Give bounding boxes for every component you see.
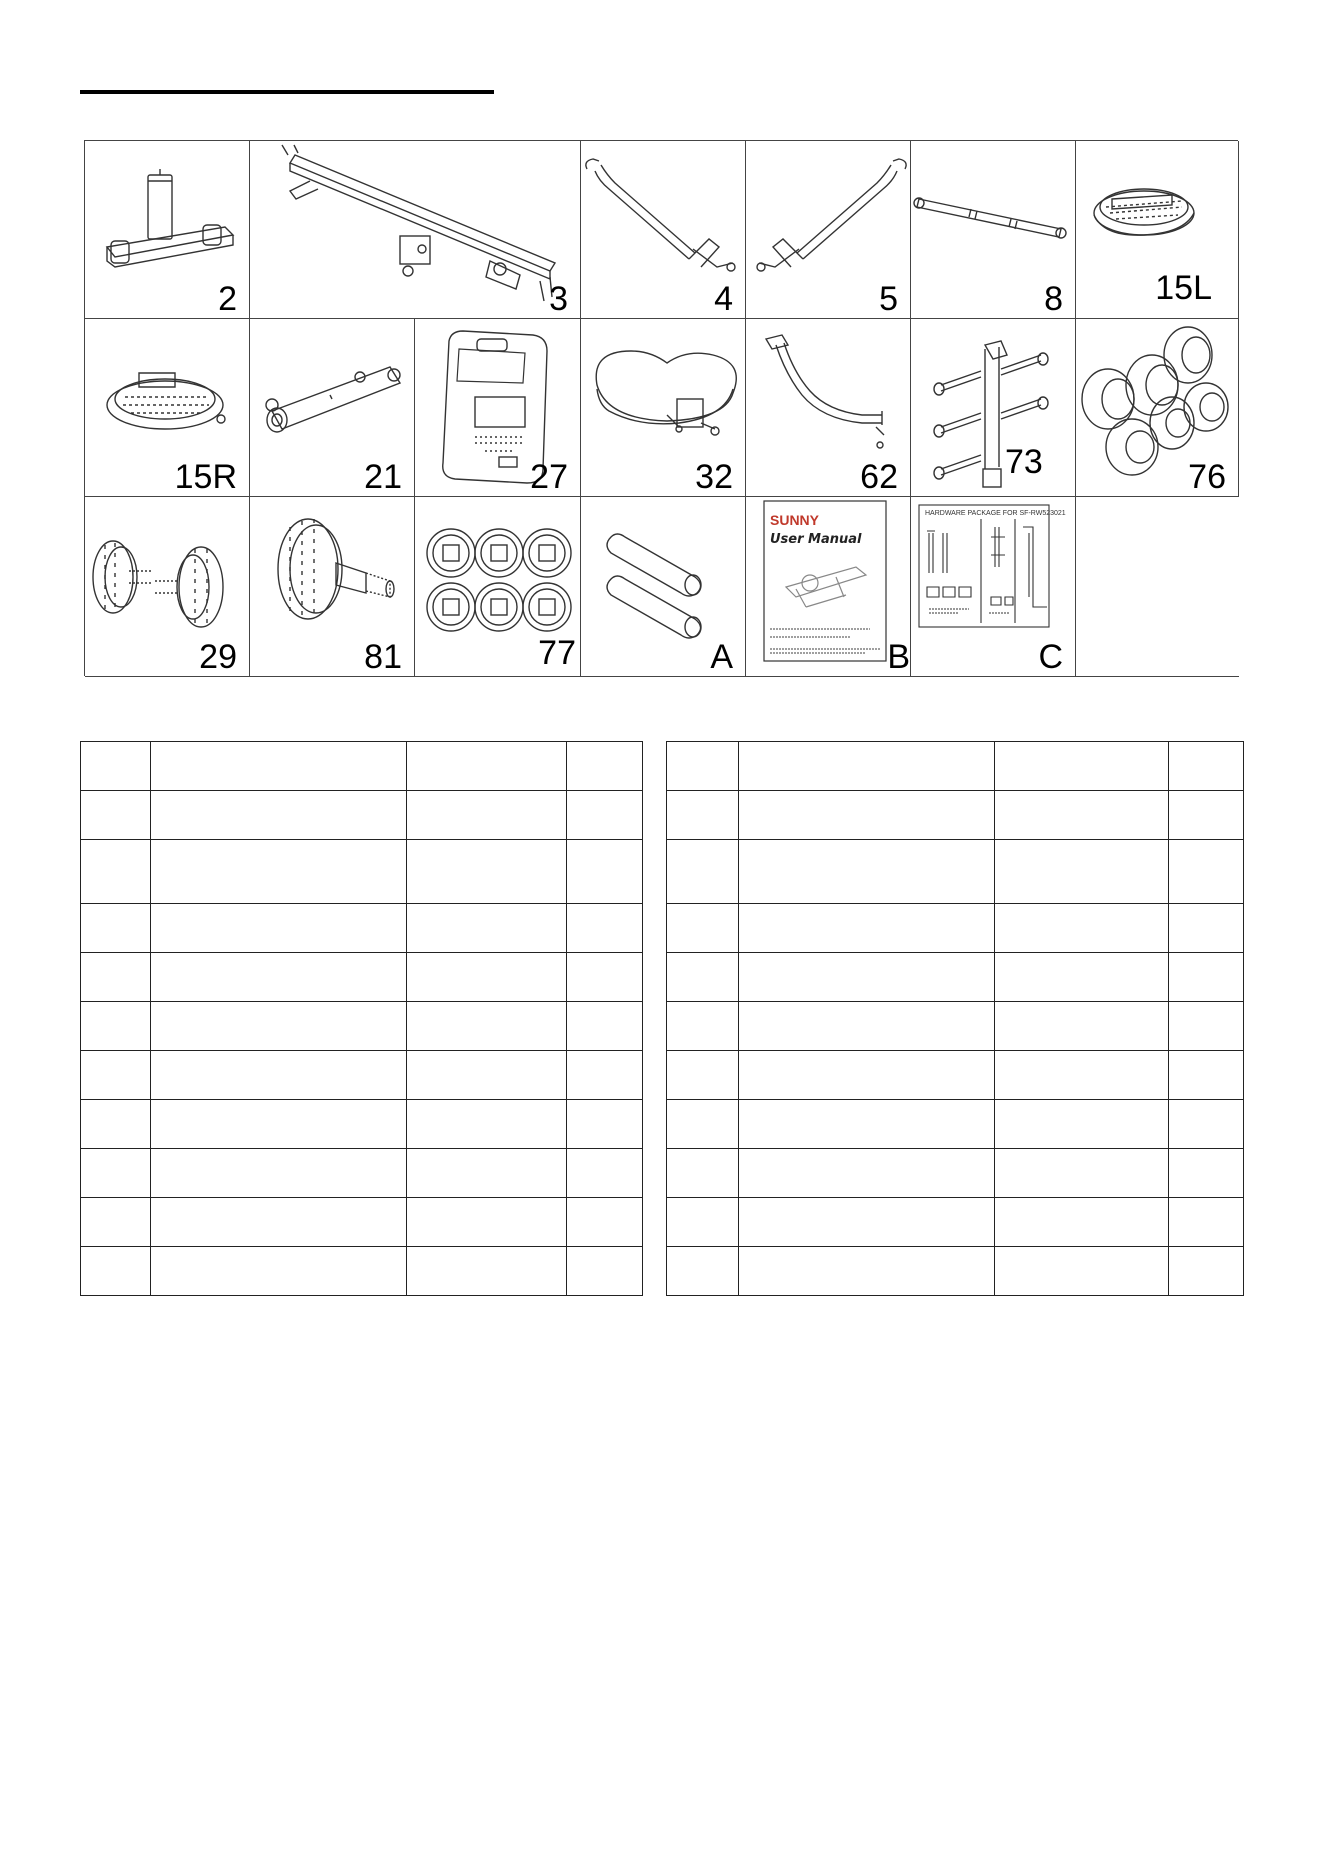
part-number: 5: [879, 280, 898, 318]
part-number: 81: [364, 638, 402, 676]
table-row: [81, 904, 643, 953]
part-number: 77: [538, 634, 576, 672]
table-row: [81, 1051, 643, 1100]
part-number: 3: [549, 280, 568, 318]
part-number: 15L: [1155, 269, 1212, 307]
part-cell-15L: [1076, 141, 1239, 319]
parts-grid: [84, 140, 1238, 676]
part-cell-B: [746, 497, 911, 677]
part-number: 62: [860, 458, 898, 496]
part-cell-29: [85, 497, 250, 677]
part-number: 32: [695, 458, 733, 496]
part-number: 4: [714, 280, 733, 318]
part-cell-77: [415, 497, 581, 677]
part-cell-27: [415, 319, 581, 497]
part-cell-32: [581, 319, 746, 497]
part-number: 8: [1044, 280, 1063, 318]
table-row: [667, 791, 1244, 840]
table-row: [667, 1002, 1244, 1051]
parts-list-table-left: [80, 741, 643, 1296]
hardware-card-title: HARDWARE PACKAGE FOR SF-RW523021: [925, 510, 1066, 517]
table-row: [667, 953, 1244, 1002]
table-row: [667, 1149, 1244, 1198]
table-row: [81, 840, 643, 904]
part-number: 29: [199, 638, 237, 676]
part-cell-3: [250, 141, 581, 319]
table-row: [667, 1198, 1244, 1247]
part-cell-81: [250, 497, 415, 677]
table-row: [81, 1198, 643, 1247]
table-row: [667, 904, 1244, 953]
part-number: C: [1038, 638, 1063, 676]
part-number: 73: [1005, 443, 1043, 481]
table-row: [667, 1051, 1244, 1100]
part-number: 15R: [174, 458, 237, 496]
table-row: [81, 742, 643, 791]
part-number: 21: [364, 458, 402, 496]
part-number: 27: [530, 458, 568, 496]
table-row: [81, 1247, 643, 1296]
table-row: [81, 953, 643, 1002]
part-cell-4: [581, 141, 746, 319]
table-row: [81, 1149, 643, 1198]
part-cell-A: [581, 497, 746, 677]
part-cell-73: [911, 319, 1076, 497]
part-cell-5: [746, 141, 911, 319]
table-row: [667, 1247, 1244, 1296]
part-number: A: [710, 638, 733, 676]
table-row: [81, 1100, 643, 1149]
table-row: [81, 791, 643, 840]
part-cell-2: [85, 141, 250, 319]
part-cell-15R: [85, 319, 250, 497]
table-row: [81, 1002, 643, 1051]
main-frame-icon: [250, 141, 581, 319]
user-manual-icon: [746, 497, 911, 677]
part-cell-21: [250, 319, 415, 497]
part-number: 76: [1188, 458, 1226, 496]
handle-bracket-icon: [911, 319, 1076, 497]
table-row: [667, 840, 1244, 904]
part-number: B: [887, 638, 910, 676]
part-cell-empty: [1076, 497, 1239, 677]
parts-list-table-right: [666, 741, 1244, 1296]
manual-title: User Manual: [770, 532, 862, 547]
title-underline: [80, 90, 494, 94]
part-cell-76: [1076, 319, 1239, 497]
table-row: [667, 742, 1244, 791]
manual-brand: SUNNY: [770, 512, 820, 528]
part-cell-8: [911, 141, 1076, 319]
part-cell-62: [746, 319, 911, 497]
table-row: [667, 1100, 1244, 1149]
part-number: 2: [218, 280, 237, 318]
part-cell-C: [911, 497, 1076, 677]
